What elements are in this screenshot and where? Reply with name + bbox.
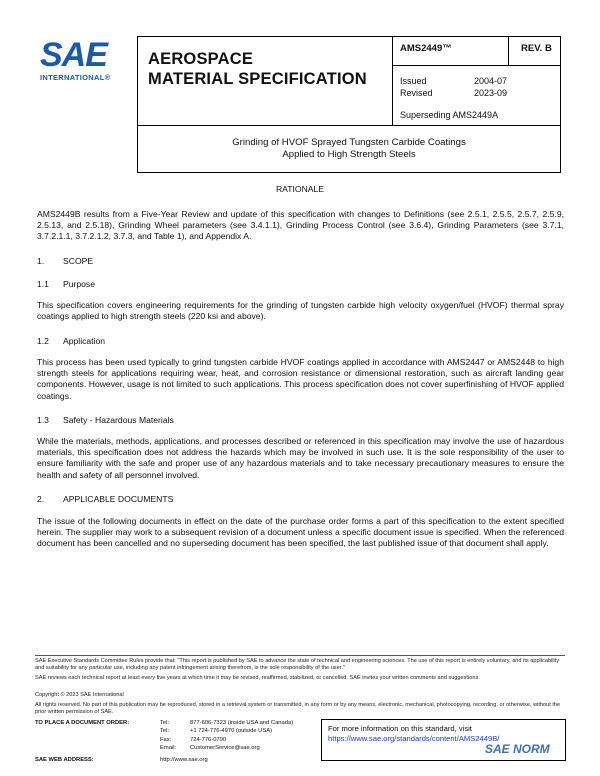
superseding-note: Superseding AMS2449A	[400, 110, 499, 120]
section-1-1-title: Purpose	[63, 279, 96, 289]
footer-copyright: Copyright © 2023 SAE International	[35, 692, 124, 698]
section-1-1-number: 1.1	[37, 279, 49, 289]
info-text: For more information on this standard, visit	[328, 724, 472, 733]
section-1-2-text: This process has been used typically to grind tungsten carbide HVOF coatings applied in accordance with AMS2447 or AMS2448 to high strength steels for applications requiring wear, heat, and corrosion resistance or dimensional restoration, such as aircraft landing gear components. However, usage is not limited to such applications. This process specification does not cover superfinishing of HVOF applied coatings.	[37, 357, 564, 401]
footer-divider	[35, 655, 565, 656]
section-2-heading	[37, 494, 173, 504]
rationale-text: AMS2449B results from a Five-Year Review and update of this specification with changes to Definitions (see 2.5.1, 2.5.5, 2.5.7, 2.5.9, 2.5.13, and 2.5.18), Grinding Wheel parameters (see 3.4.1.1), Grinding Process Control (see 3.6.4), Grinding Parameters (see 3.7.1, 3.7.2.1.1, 3.7.2.1.2, 3.7.3, and Table 1), and Appendix A.	[37, 209, 564, 242]
sae-norm-watermark: SAE NORM	[485, 742, 550, 756]
section-1-1-text: This specification covers engineering requirements for the grinding of tungsten carbide high velocity oxygen/fuel (HVOF) thermal spray coatings applied to high strength steels (220 ksi and above).	[37, 300, 564, 322]
footer-review: SAE reviews each technical report at least every five years at which time it may be revised, reaffirmed, stabilized, or cancelled. SAE invites your written comments and suggestions.	[35, 675, 480, 681]
issued-date: 2004-07	[474, 76, 508, 86]
tel2-label: Tel:	[160, 728, 170, 734]
revised-date: 2023-09	[474, 88, 508, 98]
section-2-number: 2.	[37, 494, 45, 504]
fax-value: 724-776-0790	[190, 737, 227, 743]
section-1-2-title: Application	[63, 336, 106, 346]
section-1-3-heading	[37, 415, 174, 425]
issued-label: Issued	[400, 76, 427, 86]
title-line-1: AEROSPACE	[148, 50, 254, 68]
sae-logo-subtitle: INTERNATIONAL®	[40, 73, 111, 82]
document-type-title	[148, 49, 367, 89]
title-line-2: MATERIAL SPECIFICATION	[148, 70, 367, 88]
section-1-heading	[37, 256, 93, 266]
subtitle-line-2: Applied to High Strength Steels	[282, 149, 416, 160]
email-label: Email:	[160, 745, 177, 751]
section-1-2-heading	[37, 336, 105, 346]
header-divider	[392, 37, 393, 125]
header-row-divider	[392, 65, 560, 66]
footer-rules: SAE Executive Standards Committee Rules provide that: "This report is published by SAE to advance the state of technical and engineering sciences. The use of this report is entirely voluntary, and its applicability and suitability for any particular use, including any patent infringement arising therefrom, is the sole responsibility of the user."	[35, 658, 560, 672]
section-2-text: The issue of the following documents in effect on the date of the purchase order forms a part of this specification to the extent specified herein. The supplier may work to a subsequent revision of a document unless a specific document issue is specified. When the referenced document has been cancelled and no superseding document has been specified, the last published issue of that document shall apply.	[37, 516, 564, 549]
web-link[interactable]: http://www.sae.org	[160, 757, 208, 763]
section-1-3-text: While the materials, methods, applications, and processes described or referenced in this specification may involve the use of hazardous materials, this specification does not address the hazards which may be involved in such use. It is the sole responsibility of the user to ensure familiarity with the safe and proper use of any hazardous materials and to take necessary precautionary measures to ensure the health and safety of all personnel involved.	[37, 436, 564, 480]
section-1-number: 1.	[37, 256, 45, 266]
footer-rights: All rights reserved. No part of this publication may be reproduced, stored in a retrieval system or transmitted, in any form or by any means, electronic, mechanical, photocopying, recording, or otherwise, without the prior written permission of SAE.	[35, 702, 561, 716]
section-1-3-number: 1.3	[37, 415, 49, 425]
order-label: TO PLACE A DOCUMENT ORDER:	[35, 720, 130, 726]
tel2-value[interactable]: +1 724-776-4970 (outside USA)	[190, 728, 273, 734]
web-label: SAE WEB ADDRESS:	[35, 757, 94, 763]
section-1-3-title: Safety - Hazardous Materials	[63, 415, 174, 425]
header-table	[137, 36, 561, 126]
tel-label: Tel:	[160, 720, 170, 726]
subtitle-line-1: Grinding of HVOF Sprayed Tungsten Carbide Coatings	[232, 137, 466, 148]
document-number: AMS2449™	[400, 43, 452, 54]
document-subtitle	[137, 126, 561, 173]
section-1-2-number: 1.2	[37, 336, 49, 346]
sae-logo-mark: SAE	[40, 36, 107, 74]
section-2-title: APPLICABLE DOCUMENTS	[63, 494, 174, 504]
standard-link[interactable]: https://www.sae.org/standards/content/AMS2449B/	[328, 734, 500, 743]
tel-value[interactable]: 877-606-7323 (inside USA and Canada)	[190, 720, 294, 726]
section-1-title: SCOPE	[63, 256, 94, 266]
rev-divider	[508, 37, 509, 65]
rationale-heading: RATIONALE	[275, 184, 325, 194]
revised-label: Revised	[400, 88, 433, 98]
revision-label: REV. B	[521, 43, 552, 54]
section-1-1-heading	[37, 279, 95, 289]
email-link[interactable]: CustomerService@sae.org	[190, 745, 260, 751]
fax-label: Fax:	[160, 737, 172, 743]
